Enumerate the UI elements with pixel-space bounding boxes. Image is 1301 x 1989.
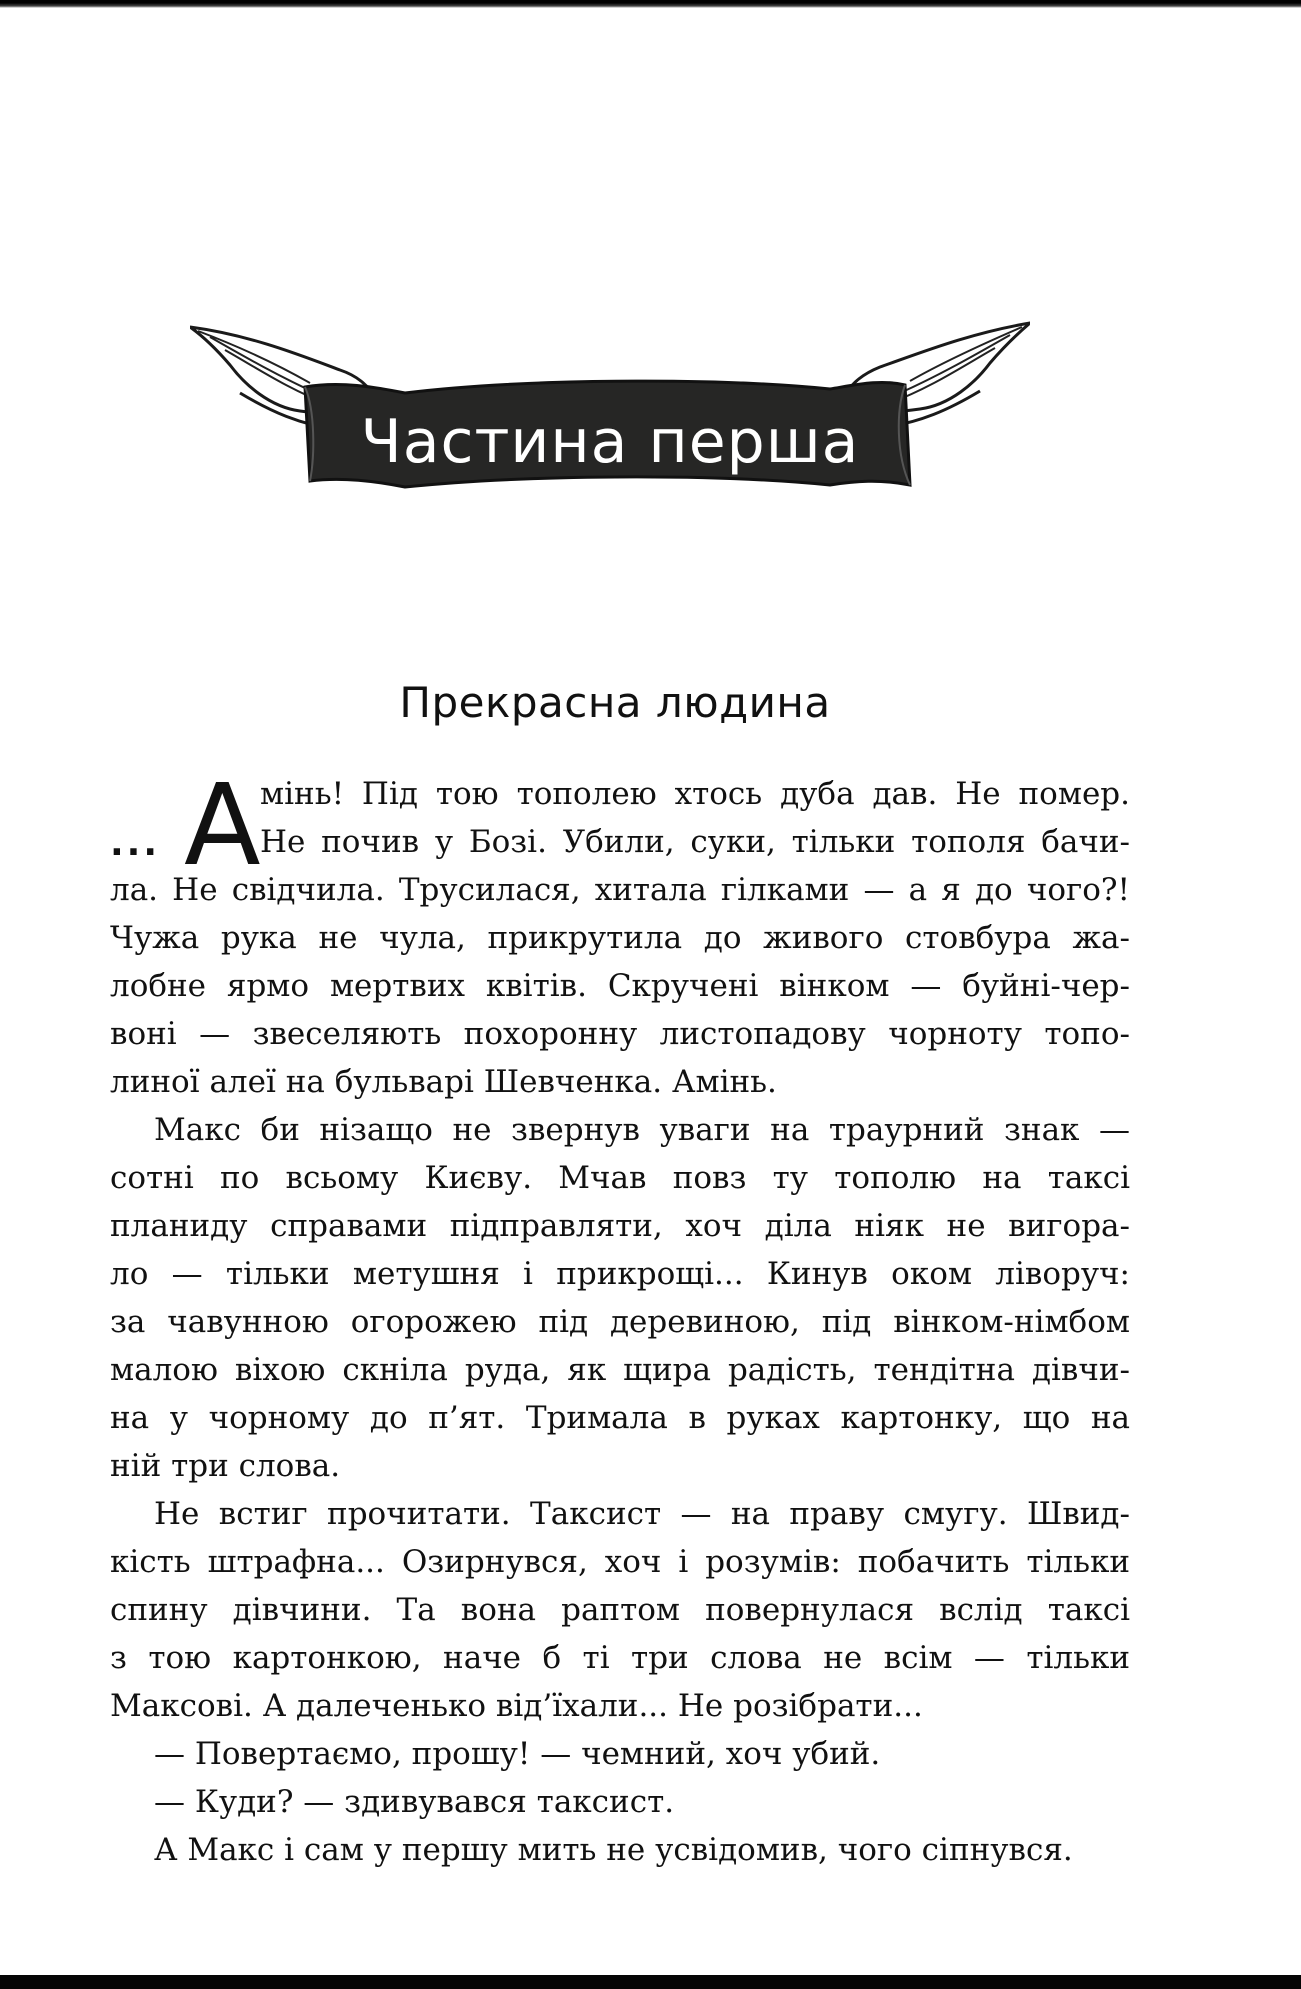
- text-line: Макс би нізащо не звернув уваги на траурний знак —: [154, 1112, 1130, 1148]
- text-line: линої алеї на бульварі Шевченка. Амінь.: [110, 1064, 777, 1100]
- chapter-title: Прекрасна людина: [399, 678, 831, 727]
- text-line: сотні по всьому Києву. Мчав повз ту тополю на таксі: [110, 1160, 1130, 1196]
- text-line: — Куди? — здивувався таксист.: [154, 1784, 675, 1820]
- text-line: ла. Не свідчила. Трусилася, хитала гілками — а я до чого?!: [110, 872, 1130, 908]
- text-line: Не встиг прочитати. Таксист — на праву смугу. Швид-: [154, 1496, 1130, 1532]
- text-line: на у чорному до п’ят. Тримала в руках картонку, що на: [110, 1400, 1130, 1436]
- part-banner: [190, 315, 1030, 515]
- text-line: малою віхою скніла руда, як щира радість, тендітна дівчи-: [110, 1352, 1130, 1388]
- part-title: Частина перша: [360, 407, 860, 477]
- text-line: ло — тільки метушня і прикрощі... Кинув оком ліворуч:: [110, 1256, 1130, 1292]
- text-line: мінь! Під тою тополею хтось дуба дав. Не помер.: [260, 776, 1130, 812]
- text-line: планиду справами підправляти, хоч діла ніяк не вигора-: [110, 1208, 1130, 1244]
- text-line: — Повертаємо, прошу! — чемний, хоч убий.: [154, 1736, 881, 1772]
- text-line: Максові. А далеченько від’їхали... Не розібрати...: [110, 1688, 923, 1724]
- text-line: ній три слова.: [110, 1448, 341, 1484]
- top-edge-rule: [0, 0, 1301, 8]
- text-line: з тою картонкою, наче б ті три слова не всім — тільки: [110, 1640, 1130, 1676]
- drop-cap-ellipsis: ...: [110, 823, 161, 864]
- text-line: за чавунною огорожею під деревиною, під вінком-німбом: [110, 1304, 1130, 1340]
- bottom-edge-rule: [0, 1975, 1301, 1989]
- text-line: кість штрафна... Озирнувся, хоч і розумів: побачить тільки: [110, 1544, 1130, 1580]
- text-line: Не почив у Бозі. Убили, суки, тільки тополя бачи-: [260, 824, 1130, 860]
- text-line: спину дівчини. Та вона раптом повернулася вслід таксі: [110, 1592, 1130, 1628]
- text-line: лобне ярмо мертвих квітів. Скручені вінком — буйні-чер-: [110, 968, 1130, 1004]
- text-line: Чужа рука не чула, прикрутила до живого стовбура жа-: [110, 920, 1130, 956]
- text-line: воні — звеселяють похоронну листопадову чорноту топо-: [110, 1016, 1130, 1052]
- drop-cap-letter: А: [184, 761, 261, 891]
- text-line: А Макс і сам у першу мить не усвідомив, чого сіпнувся.: [154, 1832, 1073, 1868]
